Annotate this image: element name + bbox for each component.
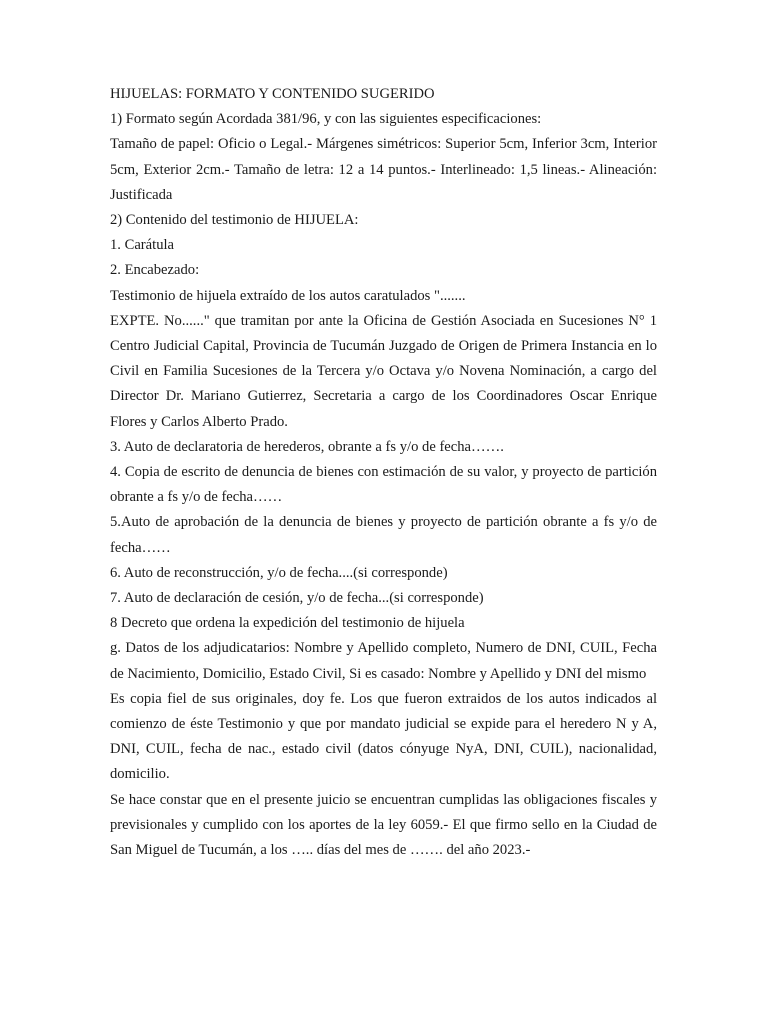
- list-item-decreto: 8 Decreto que ordena la expedición del testimonio de hijuela: [110, 615, 465, 632]
- content-heading: 2) Contenido del testimonio de HIJUELA:: [110, 212, 359, 228]
- list-item-cesion: 7. Auto de declaración de cesión, y/o de fecha...(si corresponde): [110, 590, 484, 607]
- document-page: [110, 82, 657, 863]
- document-title: HIJUELAS: FORMATO Y CONTENIDO SUGERIDO: [110, 86, 435, 102]
- expte-paragraph: EXPTE. No......" que tramitan por ante la Oficina de Gestión Asociada en Sucesiones N° 1 Centro Judicial Capital, Provincia de Tucumán Juzgado de Origen de Primera Instancia en lo Civil en Familia Sucesiones de la Tercera y/o Octava y/o Novena Nominación, a cargo del Director Dr. Mariano Gutierrez, Secretaria a cargo de los Coordinadores Oscar Enrique Flores y Carlos Alberto Prado.: [110, 312, 657, 430]
- copia-fiel-paragraph: Es copia fiel de sus originales, doy fe. Los que fueron extraidos de los autos indicados al comienzo de éste Testimonio y que por mandato judicial se expide para el heredero N y A, DNI, CUIL, fecha de nac., estado civil (datos cónyuge NyA, DNI, CUIL), nacionalidad, domicilio.: [110, 690, 657, 783]
- list-item-denuncia: 4. Copia de escrito de denuncia de bienes con estimación de su valor, y proyecto de partición obrante a fs y/o de fecha……: [110, 464, 657, 506]
- list-item-caratula: 1. Carátula: [110, 237, 175, 254]
- constancia-paragraph: Se hace constar que en el presente juicio se encuentran cumplidas las obligaciones fiscales y previsionales y cumplido con los aportes de la ley 6059.- El que firmo sello en la Ciudad de San Miguel de Tucumán, a los ….. días del mes de ……. del año 2023.-: [110, 791, 657, 859]
- list-item-adjudicatarios: g. Datos de los adjudicatarios: Nombre y Apellido completo, Numero de DNI, CUIL, Fecha de Nacimiento, Domicilio, Estado Civil, Si es casado: Nombre y Apellido y DNI del mismo: [110, 640, 657, 682]
- format-heading: 1) Formato según Acordada 381/96, y con las siguientes especificaciones:: [110, 111, 542, 128]
- testimonio-line: Testimonio de hijuela extraído de los autos caratulados ".......: [110, 287, 466, 304]
- format-specifications: Tamaño de papel: Oficio o Legal.- Márgenes simétricos: Superior 5cm, Inferior 3cm, Interior 5cm, Exterior 2cm.- Tamaño de letra: 12 a 14 puntos.- Interlineado: 1,5 lineas.- Alineación: Justificada: [110, 136, 657, 203]
- list-item-reconstruccion: 6. Auto de reconstrucción, y/o de fecha....(si corresponde): [110, 564, 448, 581]
- list-item-encabezado: 2. Encabezado:: [110, 262, 200, 279]
- list-item-aprobacion: 5.Auto de aprobación de la denuncia de bienes y proyecto de partición obrante a fs y/o de fecha……: [110, 514, 657, 556]
- list-item-declaratoria: 3. Auto de declaratoria de herederos, obrante a fs y/o de fecha…….: [110, 438, 504, 455]
